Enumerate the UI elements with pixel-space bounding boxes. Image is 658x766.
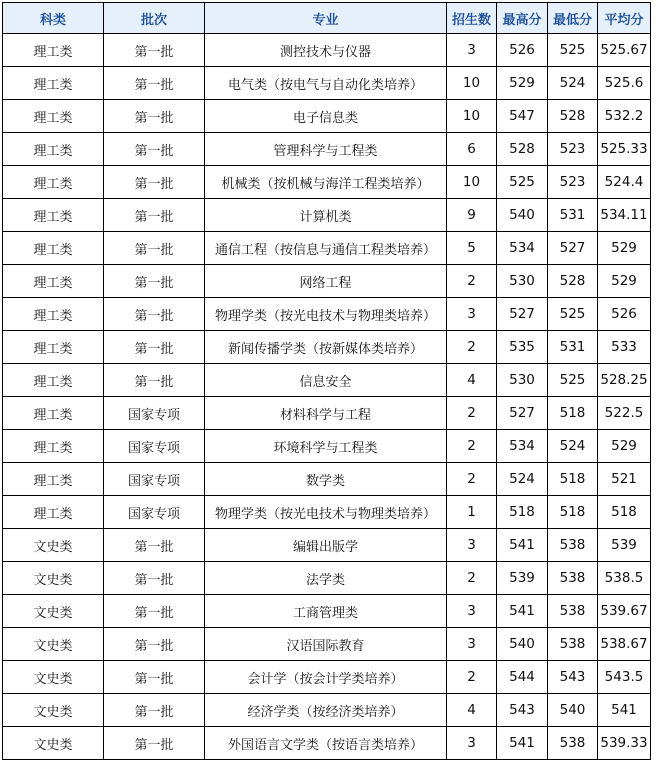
header-enrollment: 招生数 (447, 3, 497, 34)
cell-batch: 国家专项 (104, 430, 205, 463)
table-row (3, 265, 651, 298)
cell-batch: 第一批 (104, 595, 205, 628)
cell-enrollment: 6 (447, 133, 497, 166)
cell-min-score: 524 (548, 430, 598, 463)
table-row (3, 628, 651, 661)
cell-enrollment: 2 (447, 562, 497, 595)
cell-min-score: 538 (548, 628, 598, 661)
cell-min-score: 531 (548, 331, 598, 364)
cell-min-score: 538 (548, 727, 598, 760)
cell-category: 文史类 (3, 727, 104, 760)
cell-max-score: 534 (497, 232, 548, 265)
cell-enrollment: 10 (447, 67, 497, 100)
table-row (3, 397, 651, 430)
cell-batch: 第一批 (104, 232, 205, 265)
cell-category: 文史类 (3, 529, 104, 562)
cell-min-score: 523 (548, 166, 598, 199)
cell-avg-score: 521 (598, 463, 651, 496)
cell-category: 理工类 (3, 232, 104, 265)
cell-enrollment: 4 (447, 694, 497, 727)
cell-max-score: 530 (497, 364, 548, 397)
cell-category: 理工类 (3, 397, 104, 430)
cell-max-score: 529 (497, 67, 548, 100)
cell-avg-score: 533 (598, 331, 651, 364)
header-row (3, 3, 651, 34)
cell-min-score: 543 (548, 661, 598, 694)
cell-category: 理工类 (3, 199, 104, 232)
table-body (3, 34, 651, 760)
table-row (3, 463, 651, 496)
cell-category: 文史类 (3, 694, 104, 727)
cell-max-score: 534 (497, 430, 548, 463)
cell-max-score: 530 (497, 265, 548, 298)
table-row (3, 100, 651, 133)
cell-min-score: 525 (548, 298, 598, 331)
cell-major: 机械类（按机械与海洋工程类培养） (205, 166, 447, 199)
cell-category: 理工类 (3, 265, 104, 298)
cell-avg-score: 541 (598, 694, 651, 727)
cell-avg-score: 529 (598, 232, 651, 265)
cell-avg-score: 522.5 (598, 397, 651, 430)
cell-max-score: 518 (497, 496, 548, 529)
cell-enrollment: 5 (447, 232, 497, 265)
cell-category: 文史类 (3, 562, 104, 595)
cell-major: 环境科学与工程类 (205, 430, 447, 463)
cell-avg-score: 538.67 (598, 628, 651, 661)
cell-max-score: 544 (497, 661, 548, 694)
cell-min-score: 528 (548, 100, 598, 133)
header-category: 科类 (3, 3, 104, 34)
table-row (3, 34, 651, 67)
table-row (3, 199, 651, 232)
cell-max-score: 540 (497, 199, 548, 232)
cell-min-score: 528 (548, 265, 598, 298)
cell-max-score: 541 (497, 595, 548, 628)
cell-min-score: 518 (548, 463, 598, 496)
cell-enrollment: 2 (447, 430, 497, 463)
cell-avg-score: 528.25 (598, 364, 651, 397)
cell-min-score: 527 (548, 232, 598, 265)
cell-enrollment: 1 (447, 496, 497, 529)
header-batch: 批次 (104, 3, 205, 34)
cell-major: 新闻传播学类（按新媒体类培养） (205, 331, 447, 364)
cell-max-score: 526 (497, 34, 548, 67)
cell-avg-score: 539.67 (598, 595, 651, 628)
header-avg-score: 平均分 (598, 3, 651, 34)
cell-enrollment: 10 (447, 166, 497, 199)
cell-max-score: 535 (497, 331, 548, 364)
cell-avg-score: 539.33 (598, 727, 651, 760)
cell-category: 文史类 (3, 595, 104, 628)
cell-min-score: 518 (548, 496, 598, 529)
admission-table-container (2, 2, 651, 760)
table-row (3, 133, 651, 166)
cell-category: 理工类 (3, 34, 104, 67)
cell-batch: 第一批 (104, 331, 205, 364)
cell-enrollment: 3 (447, 34, 497, 67)
cell-batch: 第一批 (104, 100, 205, 133)
cell-max-score: 543 (497, 694, 548, 727)
cell-enrollment: 2 (447, 265, 497, 298)
cell-category: 理工类 (3, 133, 104, 166)
cell-batch: 第一批 (104, 298, 205, 331)
cell-avg-score: 532.2 (598, 100, 651, 133)
header-min-score: 最低分 (548, 3, 598, 34)
cell-major: 编辑出版学 (205, 529, 447, 562)
cell-max-score: 540 (497, 628, 548, 661)
header-max-score: 最高分 (497, 3, 548, 34)
table-row (3, 595, 651, 628)
table-row (3, 562, 651, 595)
cell-max-score: 539 (497, 562, 548, 595)
cell-major: 电子信息类 (205, 100, 447, 133)
cell-category: 理工类 (3, 100, 104, 133)
cell-avg-score: 529 (598, 265, 651, 298)
cell-major: 计算机类 (205, 199, 447, 232)
table-row (3, 364, 651, 397)
cell-batch: 国家专项 (104, 496, 205, 529)
cell-category: 理工类 (3, 463, 104, 496)
table-row (3, 298, 651, 331)
cell-enrollment: 2 (447, 397, 497, 430)
table-row (3, 232, 651, 265)
cell-category: 文史类 (3, 661, 104, 694)
cell-max-score: 525 (497, 166, 548, 199)
cell-enrollment: 4 (447, 364, 497, 397)
cell-avg-score: 518 (598, 496, 651, 529)
cell-batch: 第一批 (104, 694, 205, 727)
table-row (3, 661, 651, 694)
cell-min-score: 538 (548, 562, 598, 595)
cell-max-score: 541 (497, 727, 548, 760)
table-row (3, 529, 651, 562)
cell-major: 经济学类（按经济类培养） (205, 694, 447, 727)
cell-min-score: 531 (548, 199, 598, 232)
cell-enrollment: 9 (447, 199, 497, 232)
cell-major: 物理学类（按光电技术与物理类培养） (205, 496, 447, 529)
cell-category: 理工类 (3, 67, 104, 100)
cell-min-score: 538 (548, 595, 598, 628)
cell-avg-score: 543.5 (598, 661, 651, 694)
cell-min-score: 518 (548, 397, 598, 430)
cell-major: 通信工程（按信息与通信工程类培养） (205, 232, 447, 265)
cell-major: 测控技术与仪器 (205, 34, 447, 67)
cell-min-score: 525 (548, 34, 598, 67)
cell-batch: 第一批 (104, 562, 205, 595)
cell-avg-score: 524.4 (598, 166, 651, 199)
table-row (3, 331, 651, 364)
table-row (3, 727, 651, 760)
cell-batch: 第一批 (104, 529, 205, 562)
cell-batch: 第一批 (104, 199, 205, 232)
cell-min-score: 523 (548, 133, 598, 166)
cell-min-score: 524 (548, 67, 598, 100)
cell-major: 材料科学与工程 (205, 397, 447, 430)
cell-max-score: 527 (497, 298, 548, 331)
cell-batch: 第一批 (104, 661, 205, 694)
cell-max-score: 524 (497, 463, 548, 496)
cell-max-score: 527 (497, 397, 548, 430)
cell-max-score: 528 (497, 133, 548, 166)
cell-category: 理工类 (3, 298, 104, 331)
cell-batch: 国家专项 (104, 463, 205, 496)
cell-min-score: 525 (548, 364, 598, 397)
cell-major: 网络工程 (205, 265, 447, 298)
table-row (3, 166, 651, 199)
cell-max-score: 547 (497, 100, 548, 133)
cell-batch: 第一批 (104, 133, 205, 166)
cell-major: 外国语言文学类（按语言类培养） (205, 727, 447, 760)
table-row (3, 430, 651, 463)
cell-major: 物理学类（按光电技术与物理类培养） (205, 298, 447, 331)
cell-major: 信息安全 (205, 364, 447, 397)
cell-avg-score: 525.6 (598, 67, 651, 100)
cell-min-score: 538 (548, 529, 598, 562)
cell-batch: 第一批 (104, 166, 205, 199)
cell-batch: 第一批 (104, 34, 205, 67)
cell-category: 理工类 (3, 430, 104, 463)
cell-enrollment: 3 (447, 298, 497, 331)
cell-batch: 第一批 (104, 727, 205, 760)
cell-avg-score: 526 (598, 298, 651, 331)
cell-major: 电气类（按电气与自动化类培养） (205, 67, 447, 100)
cell-major: 法学类 (205, 562, 447, 595)
cell-enrollment: 3 (447, 727, 497, 760)
table-row (3, 694, 651, 727)
cell-category: 理工类 (3, 331, 104, 364)
cell-batch: 国家专项 (104, 397, 205, 430)
cell-category: 理工类 (3, 364, 104, 397)
cell-enrollment: 2 (447, 463, 497, 496)
cell-enrollment: 3 (447, 595, 497, 628)
cell-max-score: 541 (497, 529, 548, 562)
cell-major: 会计学（按会计学类培养） (205, 661, 447, 694)
cell-min-score: 540 (548, 694, 598, 727)
cell-avg-score: 525.33 (598, 133, 651, 166)
cell-batch: 第一批 (104, 265, 205, 298)
cell-enrollment: 10 (447, 100, 497, 133)
cell-major: 管理科学与工程类 (205, 133, 447, 166)
table-row (3, 496, 651, 529)
cell-avg-score: 534.11 (598, 199, 651, 232)
cell-category: 理工类 (3, 166, 104, 199)
cell-batch: 第一批 (104, 364, 205, 397)
cell-avg-score: 525.67 (598, 34, 651, 67)
cell-avg-score: 539 (598, 529, 651, 562)
cell-avg-score: 538.5 (598, 562, 651, 595)
cell-category: 文史类 (3, 628, 104, 661)
cell-major: 汉语国际教育 (205, 628, 447, 661)
cell-batch: 第一批 (104, 67, 205, 100)
cell-enrollment: 3 (447, 529, 497, 562)
cell-enrollment: 2 (447, 661, 497, 694)
cell-avg-score: 529 (598, 430, 651, 463)
cell-batch: 第一批 (104, 628, 205, 661)
admission-score-table (2, 2, 651, 760)
cell-major: 数学类 (205, 463, 447, 496)
cell-major: 工商管理类 (205, 595, 447, 628)
cell-enrollment: 3 (447, 628, 497, 661)
cell-category: 理工类 (3, 496, 104, 529)
header-major: 专业 (205, 3, 447, 34)
cell-enrollment: 2 (447, 331, 497, 364)
table-row (3, 67, 651, 100)
